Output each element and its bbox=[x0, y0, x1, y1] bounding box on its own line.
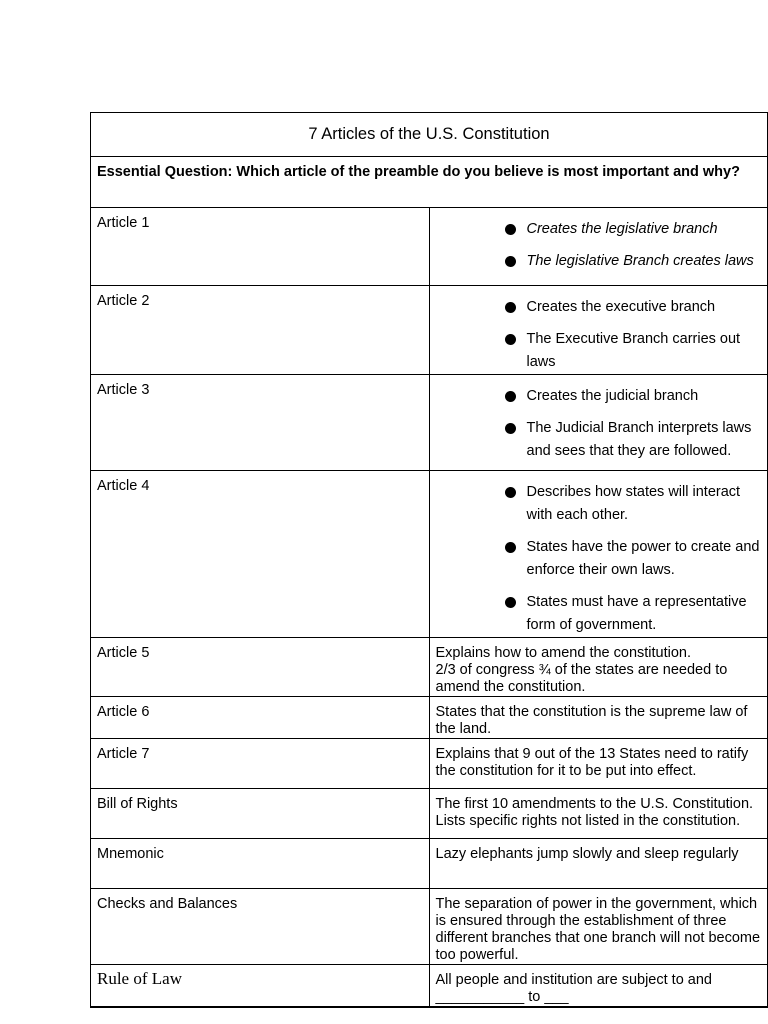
list-item: Creates the legislative branch bbox=[505, 218, 768, 241]
bullet-list bbox=[430, 286, 768, 374]
row-content: All people and institution are subject to and ___________ to ___ bbox=[429, 965, 768, 1008]
row-label: Article 1 bbox=[91, 208, 430, 286]
list-item: The legislative Branch creates laws bbox=[505, 250, 768, 273]
table-row bbox=[91, 839, 768, 889]
essential-question-row bbox=[91, 157, 768, 208]
table-title: 7 Articles of the U.S. Constitution bbox=[91, 113, 768, 157]
row-content bbox=[429, 286, 768, 375]
list-item: Describes how states will interact with each other. bbox=[505, 481, 768, 527]
row-content: Explains how to amend the constitution. 2/3 of congress ¾ of the states are needed to amend the constitution. bbox=[429, 638, 768, 697]
bullet-list bbox=[430, 208, 768, 273]
title-row bbox=[91, 113, 768, 157]
row-content: The separation of power in the government, which is ensured through the establishment of three different branches that one branch will not become too powerful. bbox=[429, 889, 768, 965]
bullet-icon bbox=[505, 542, 516, 553]
row-label: Bill of Rights bbox=[91, 789, 430, 839]
bullet-icon bbox=[505, 487, 516, 498]
table-row bbox=[91, 697, 768, 739]
table-row bbox=[91, 471, 768, 638]
row-content: The first 10 amendments to the U.S. Constitution. Lists specific rights not listed in the constitution. bbox=[429, 789, 768, 839]
row-content bbox=[429, 471, 768, 638]
list-item: Creates the judicial branch bbox=[505, 385, 768, 408]
constitution-table bbox=[90, 112, 768, 1008]
list-item: States have the power to create and enforce their own laws. bbox=[505, 536, 768, 582]
row-content: Lazy elephants jump slowly and sleep regularly bbox=[429, 839, 768, 889]
table-row bbox=[91, 638, 768, 697]
bullet-icon bbox=[505, 423, 516, 434]
bullet-icon bbox=[505, 597, 516, 608]
table-row bbox=[91, 739, 768, 789]
row-label: Rule of Law bbox=[91, 965, 430, 1008]
row-label: Article 7 bbox=[91, 739, 430, 789]
row-content: Explains that 9 out of the 13 States need to ratify the constitution for it to be put into effect. bbox=[429, 739, 768, 789]
table-row bbox=[91, 375, 768, 471]
essential-question: Essential Question: Which article of the preamble do you believe is most important and why? bbox=[91, 157, 768, 208]
table-row bbox=[91, 286, 768, 375]
bullet-icon bbox=[505, 334, 516, 345]
bullet-icon bbox=[505, 224, 516, 235]
row-label: Article 5 bbox=[91, 638, 430, 697]
table-row bbox=[91, 789, 768, 839]
row-content bbox=[429, 208, 768, 286]
row-label: Checks and Balances bbox=[91, 889, 430, 965]
list-item: States must have a representative form of government. bbox=[505, 591, 768, 637]
bullet-list bbox=[430, 375, 768, 463]
row-content: States that the constitution is the supreme law of the land. bbox=[429, 697, 768, 739]
row-label: Mnemonic bbox=[91, 839, 430, 889]
list-item: Creates the executive branch bbox=[505, 296, 768, 319]
row-content bbox=[429, 375, 768, 471]
bullet-list bbox=[430, 471, 768, 637]
table-row bbox=[91, 889, 768, 965]
list-item: The Executive Branch carries out laws bbox=[505, 328, 768, 374]
row-label: Article 6 bbox=[91, 697, 430, 739]
list-item: The Judicial Branch interprets laws and sees that they are followed. bbox=[505, 417, 768, 463]
table-row bbox=[91, 965, 768, 1008]
bullet-icon bbox=[505, 256, 516, 267]
row-label: Article 3 bbox=[91, 375, 430, 471]
row-label: Article 2 bbox=[91, 286, 430, 375]
bullet-icon bbox=[505, 391, 516, 402]
bullet-icon bbox=[505, 302, 516, 313]
row-label: Article 4 bbox=[91, 471, 430, 638]
table-row bbox=[91, 208, 768, 286]
